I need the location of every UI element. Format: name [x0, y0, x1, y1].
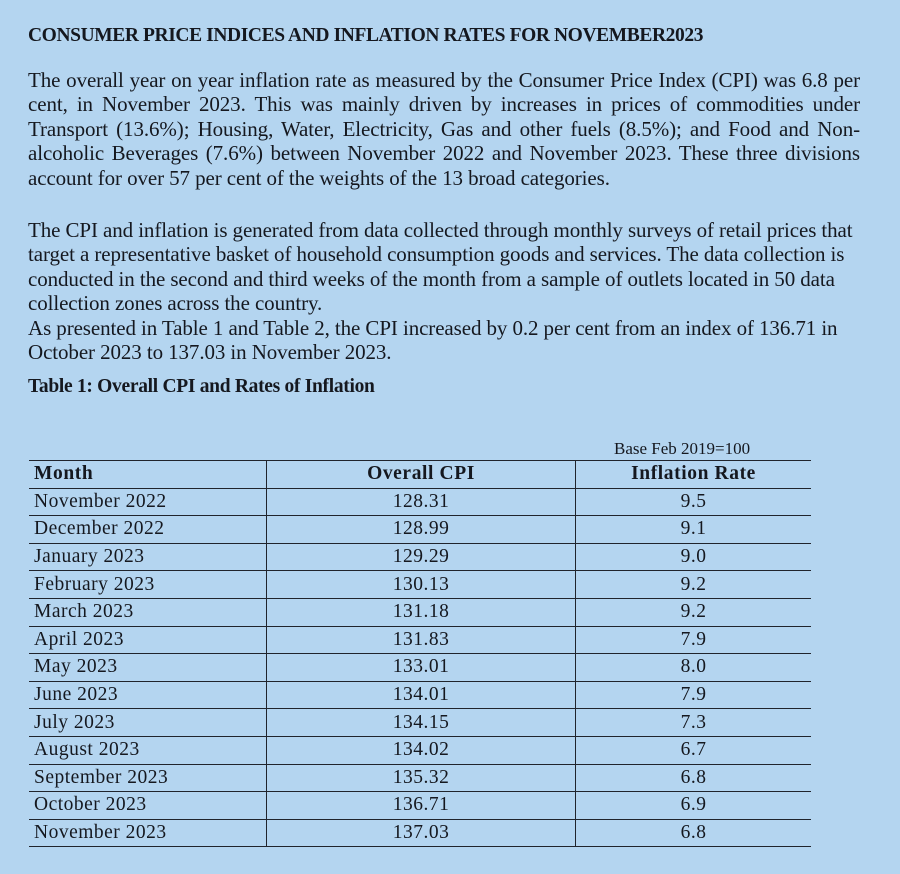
cell-overall-cpi: 131.18	[267, 598, 576, 626]
header-overall-cpi: Overall CPI	[267, 461, 576, 489]
cell-month: April 2023	[29, 626, 267, 654]
table-row	[29, 516, 811, 544]
cell-overall-cpi: 133.01	[267, 654, 576, 682]
cell-inflation-rate: 6.8	[576, 764, 812, 792]
cell-overall-cpi: 134.02	[267, 736, 576, 764]
cell-inflation-rate: 6.7	[576, 736, 812, 764]
cell-inflation-rate: 6.8	[576, 819, 812, 847]
table-row	[29, 709, 811, 737]
table-row	[29, 626, 811, 654]
cell-inflation-rate: 7.9	[576, 681, 812, 709]
paragraph-cpi-change: As presented in Table 1 and Table 2, the CPI increased by 0.2 per cent from an index of 136.71 in October 2023 to 137.03 in November 2023.	[28, 315, 838, 365]
cell-inflation-rate: 9.0	[576, 543, 812, 571]
document-title: CONSUMER PRICE INDICES AND INFLATION RATES FOR NOVEMBER2023	[28, 25, 704, 46]
header-month: Month	[29, 461, 267, 489]
cell-overall-cpi: 135.32	[267, 764, 576, 792]
table-row	[29, 681, 811, 709]
cell-overall-cpi: 129.29	[267, 543, 576, 571]
cell-month: October 2023	[29, 792, 267, 820]
table-row	[29, 764, 811, 792]
table-row	[29, 598, 811, 626]
table-row	[29, 654, 811, 682]
cell-inflation-rate: 7.3	[576, 709, 812, 737]
cell-month: January 2023	[29, 543, 267, 571]
table-body	[29, 488, 811, 847]
table-row	[29, 571, 811, 599]
cell-inflation-rate: 9.2	[576, 571, 812, 599]
cell-month: November 2022	[29, 488, 267, 516]
cell-overall-cpi: 128.99	[267, 516, 576, 544]
cell-month: August 2023	[29, 736, 267, 764]
cell-month: December 2022	[29, 516, 267, 544]
cell-month: November 2023	[29, 819, 267, 847]
table-title: Table 1: Overall CPI and Rates of Inflation	[28, 376, 375, 398]
cell-inflation-rate: 6.9	[576, 792, 812, 820]
header-inflation-rate: Inflation Rate	[576, 461, 812, 489]
cell-month: March 2023	[29, 598, 267, 626]
cell-overall-cpi: 134.15	[267, 709, 576, 737]
table-row	[29, 488, 811, 516]
cell-inflation-rate: 7.9	[576, 626, 812, 654]
cell-month: May 2023	[29, 654, 267, 682]
cell-month: July 2023	[29, 709, 267, 737]
cell-overall-cpi: 128.31	[267, 488, 576, 516]
cell-overall-cpi: 134.01	[267, 681, 576, 709]
table-header-row	[29, 461, 811, 489]
cell-month: February 2023	[29, 571, 267, 599]
cell-month: September 2023	[29, 764, 267, 792]
base-note: Base Feb 2019=100	[614, 439, 751, 458]
cell-overall-cpi: 137.03	[267, 819, 576, 847]
cpi-table	[29, 460, 811, 847]
cell-inflation-rate: 9.2	[576, 598, 812, 626]
table-row	[29, 543, 811, 571]
cell-overall-cpi: 136.71	[267, 792, 576, 820]
cell-inflation-rate: 9.5	[576, 488, 812, 516]
table-row	[29, 819, 811, 847]
table-row	[29, 792, 811, 820]
cell-month: June 2023	[29, 681, 267, 709]
paragraph-inflation-summary: The overall year on year inflation rate as measured by the Consumer Price Index (CPI) was 6.8 per cent, in November 2023. This was mainly driven by increases in prices of commodities under Transport (13.6%); Housing, Water, Electricity, Gas and other fuels (8.5%); and Food and Non-alcoholic Beverages (7.6%) between November 2022 and November 2023. These three divisions account for over 57 per cent of the weights of the 13 broad categories.	[28, 68, 860, 190]
cell-inflation-rate: 8.0	[576, 654, 812, 682]
cell-overall-cpi: 131.83	[267, 626, 576, 654]
table-row	[29, 736, 811, 764]
cell-overall-cpi: 130.13	[267, 571, 576, 599]
cell-inflation-rate: 9.1	[576, 516, 812, 544]
paragraph-methodology: The CPI and inflation is generated from data collected through monthly surveys of retail prices that target a representative basket of household consumption goods and services. The data collection is conducted in the second and third weeks of the month from a sample of outlets located in 50 data collection zones across the country.	[28, 218, 853, 316]
